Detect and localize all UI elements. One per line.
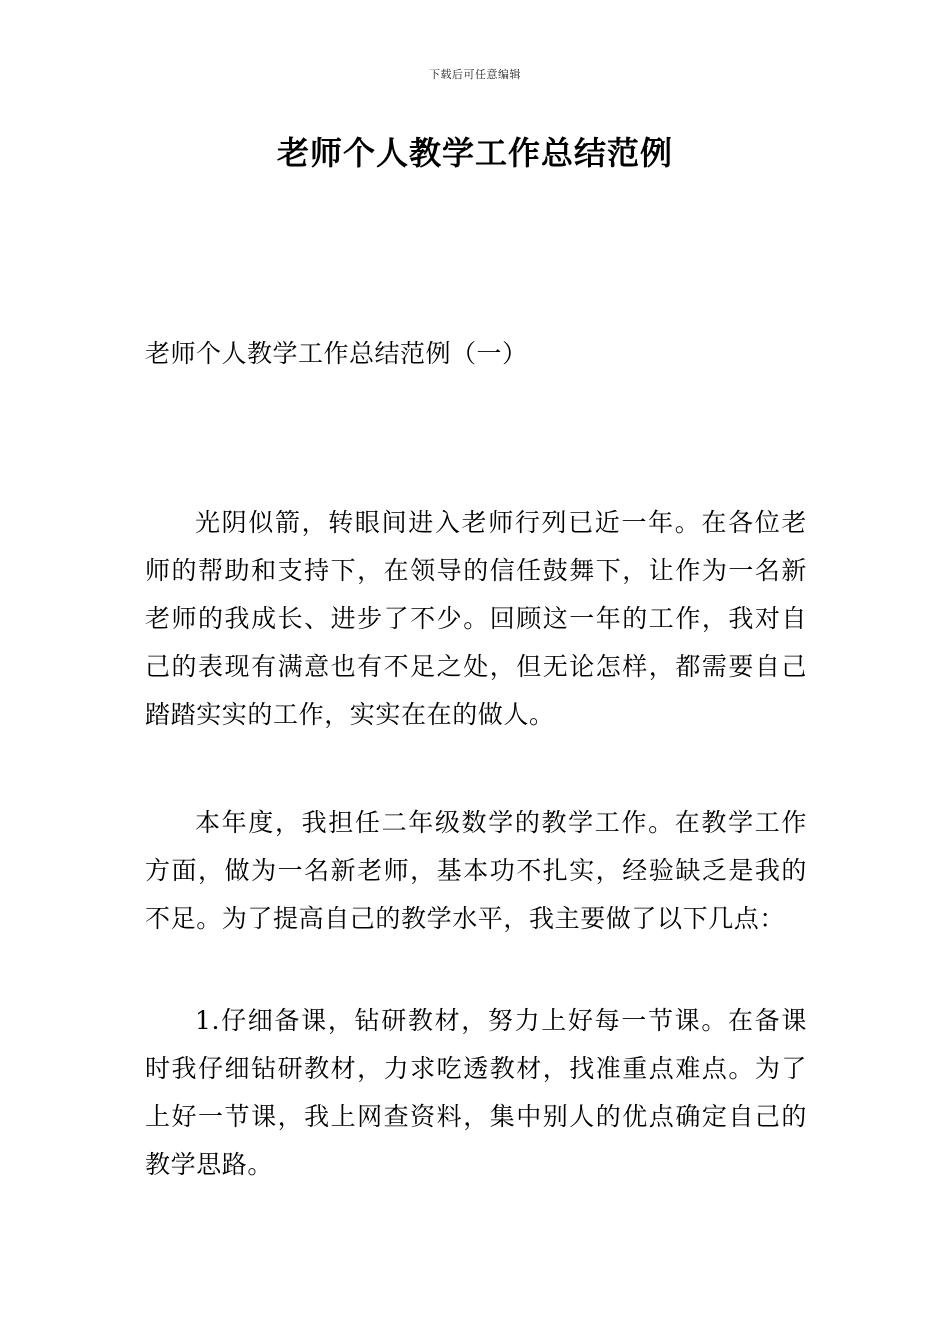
- section-subtitle: 老师个人教学工作总结范例（一）: [145, 339, 528, 368]
- header-note: 下载后可任意编辑: [429, 68, 521, 81]
- paragraph-2: 本年度，我担任二年级数学的教学工作。在教学工作方面，做为一名新老师，基本功不扎实，经验缺乏是我的不足。为了提高自己的教学水平，我主要做了以下几点：: [145, 808, 807, 933]
- document-title: 老师个人教学工作总结范例: [276, 134, 673, 172]
- paragraph-1: 光阴似箭，转眼间进入老师行列已近一年。在各位老师的帮助和支持下，在领导的信任鼓舞下，让作为一名新老师的我成长、进步了不少。回顾这一年的工作，我对自己的表现有满意也有不足之处，但无论怎样，都需要自己踏踏实实的工作，实实在在的做人。: [145, 508, 807, 729]
- paragraph-3: 1.仔细备课，钻研教材，努力上好每一节课。在备课时我仔细钻研教材，力求吃透教材，找准重点难点。为了上好一节课，我上网查资料，集中别人的优点确定自己的教学思路。: [145, 1006, 807, 1179]
